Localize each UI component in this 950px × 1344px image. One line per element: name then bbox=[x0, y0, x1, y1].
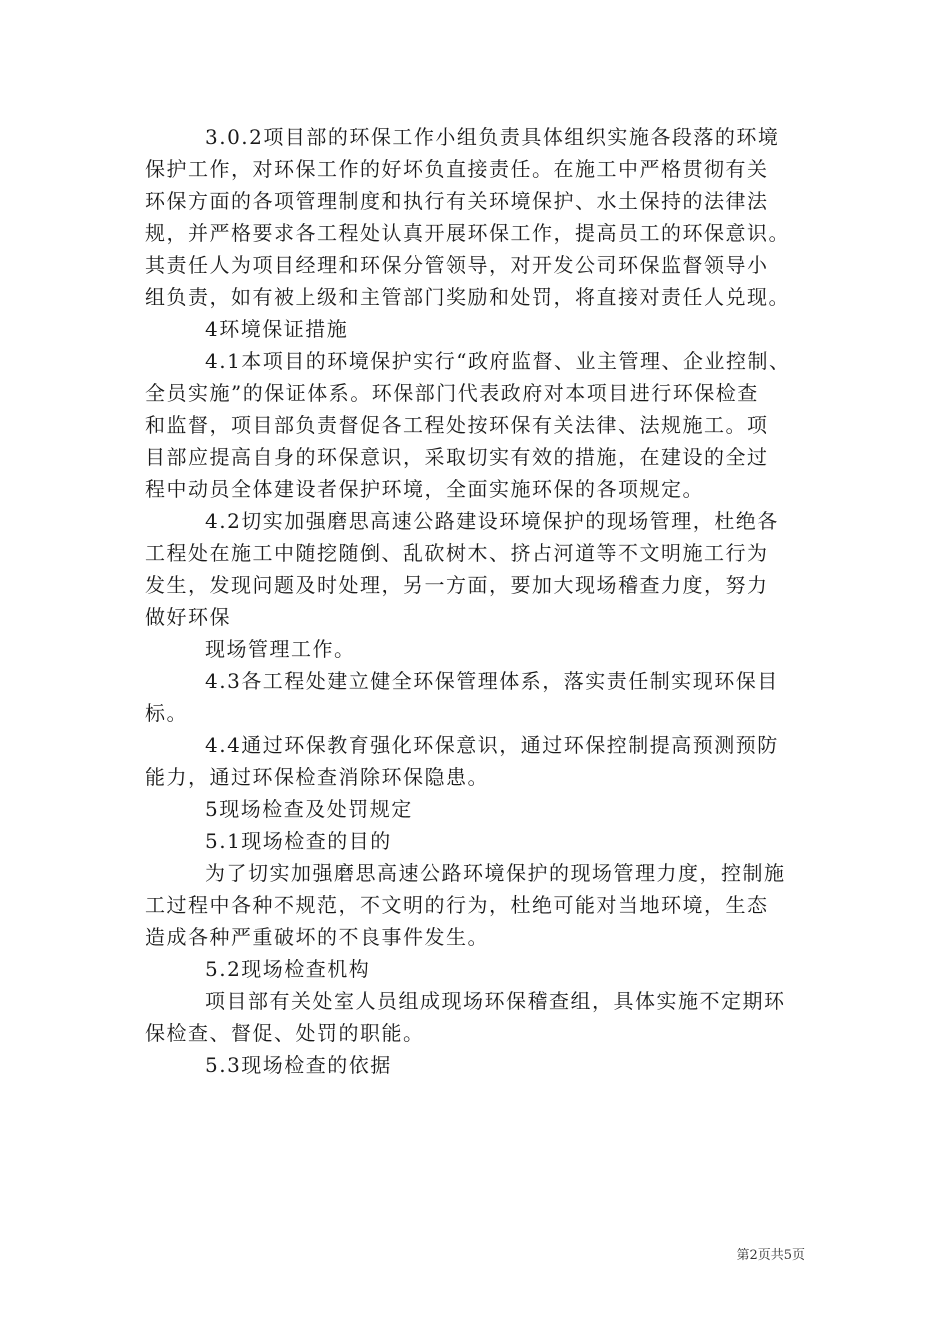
document-body bbox=[145, 121, 835, 1081]
paragraph bbox=[145, 857, 835, 953]
text-line: 4.1本项目的环境保护实行“政府监督、业主管理、企业控制、 bbox=[205, 349, 791, 373]
paragraph bbox=[145, 633, 835, 665]
text-line: 工程处在施工中随挖随倒、乱砍树木、挤占河道等不文明施工行为 bbox=[145, 541, 769, 565]
text-line: 4.2切实加强磨思高速公路建设环境保护的现场管理，杜绝各 bbox=[205, 509, 779, 533]
text-line: 保护工作，对环保工作的好坏负直接责任。在施工中严格贯彻有关 bbox=[145, 157, 769, 181]
text-line: 4.4通过环保教育强化环保意识，通过环保控制提高预测预防 bbox=[205, 733, 779, 757]
paragraph bbox=[145, 825, 835, 857]
paragraph bbox=[145, 729, 835, 793]
text-line: 5.2现场检查机构 bbox=[205, 957, 371, 981]
text-line: 程中动员全体建设者保护环境，全面实施环保的各项规定。 bbox=[145, 477, 704, 501]
text-line: 保检查、督促、处罚的职能。 bbox=[145, 1021, 425, 1045]
text-line: 环保方面的各项管理制度和执行有关环境保护、水土保持的法律法 bbox=[145, 189, 769, 213]
paragraph bbox=[145, 665, 835, 729]
text-line: 4.3各工程处建立健全环保管理体系，落实责任制实现环保目 bbox=[205, 669, 779, 693]
text-line: 3.0.2项目部的环保工作小组负责具体组织实施各段落的环境 bbox=[205, 125, 780, 149]
text-line: 组负责，如有被上级和主管部门奖励和处罚，将直接对责任人兑现。 bbox=[145, 285, 790, 309]
paragraph bbox=[145, 345, 835, 505]
text-line: 为了切实加强磨思高速公路环境保护的现场管理力度，控制施 bbox=[205, 861, 786, 885]
text-line: 和监督，项目部负责督促各工程处按环保有关法律、法规施工。项 bbox=[145, 413, 769, 437]
paragraph bbox=[145, 985, 835, 1049]
text-line: 全员实施”的保证体系。环保部门代表政府对本项目进行环保检查 bbox=[145, 381, 759, 405]
text-line: 5.1现场检查的目的 bbox=[205, 829, 392, 853]
text-line: 工过程中各种不规范，不文明的行为，杜绝可能对当地环境，生态 bbox=[145, 893, 769, 917]
page-number: 第2页共5页 bbox=[736, 1248, 805, 1263]
paragraph bbox=[145, 505, 835, 633]
text-line: 做好环保 bbox=[145, 605, 231, 629]
paragraph bbox=[145, 313, 835, 345]
text-line: 目部应提高自身的环保意识，采取切实有效的措施，在建设的全过 bbox=[145, 445, 769, 469]
text-line: 能力，通过环保检查消除环保隐患。 bbox=[145, 765, 489, 789]
text-line: 其责任人为项目经理和环保分管领导，对开发公司环保监督领导小 bbox=[145, 253, 769, 277]
text-line: 5.3现场检查的依据 bbox=[205, 1053, 392, 1077]
paragraph bbox=[145, 1049, 835, 1081]
text-line: 发生，发现问题及时处理，另一方面，要加大现场稽查力度，努力 bbox=[145, 573, 769, 597]
text-line: 规，并严格要求各工程处认真开展环保工作，提高员工的环保意识。 bbox=[145, 221, 790, 245]
text-line: 标。 bbox=[145, 701, 188, 725]
paragraph bbox=[145, 793, 835, 825]
text-line: 造成各种严重破坏的不良事件发生。 bbox=[145, 925, 489, 949]
text-line: 4环境保证措施 bbox=[205, 317, 349, 341]
text-line: 5现场检查及处罚规定 bbox=[205, 797, 413, 821]
text-line: 项目部有关处室人员组成现场环保稽查组，具体实施不定期环 bbox=[205, 989, 786, 1013]
text-line: 现场管理工作。 bbox=[205, 637, 356, 661]
paragraph bbox=[145, 121, 835, 313]
paragraph bbox=[145, 953, 835, 985]
